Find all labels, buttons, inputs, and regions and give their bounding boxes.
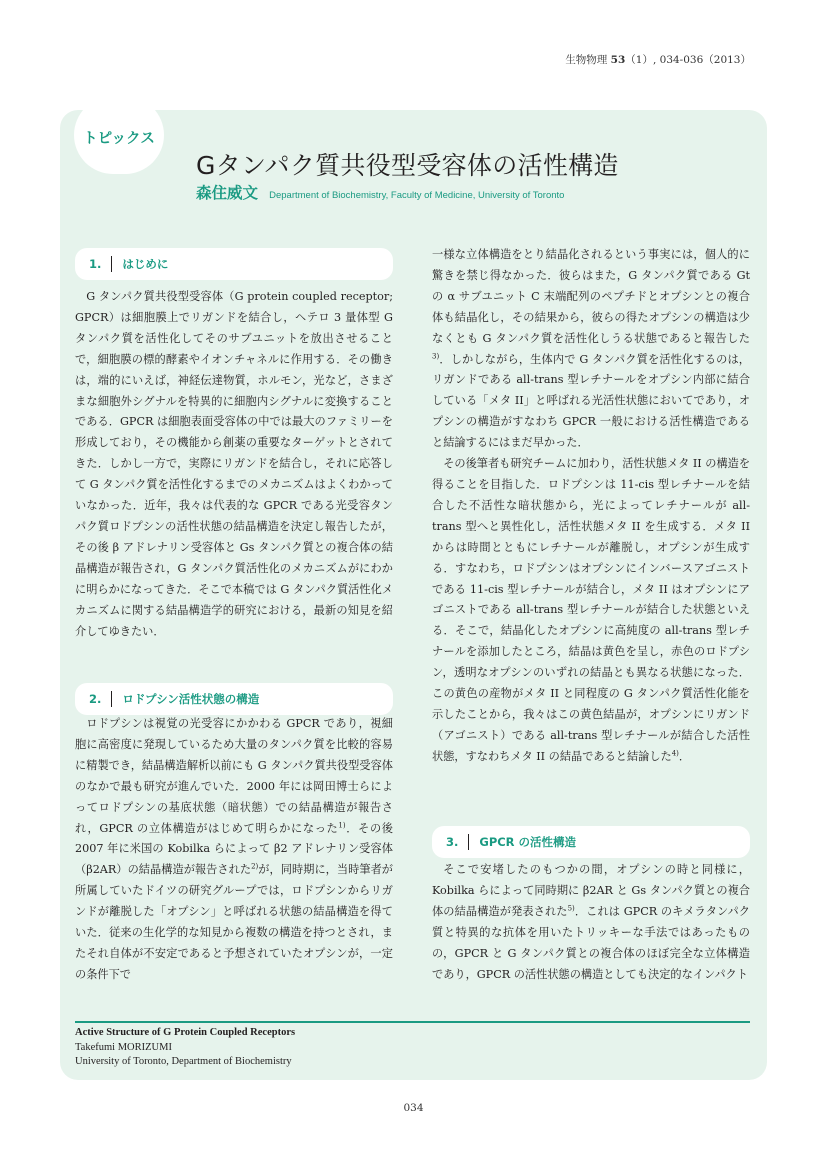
citation-ref: 3) (432, 351, 440, 360)
paragraph-text: ．これは GPCR のキメラタンパク質と特異的な抗体を用いたトリッキーな手法ではあったものの，GPCR と G タンパク質との複合体のほぼ完全な立体構造であり，GPCR の活性状態の構造としても決定的なインパクト (432, 904, 750, 981)
topic-badge-label: トピックス (83, 130, 155, 147)
paragraph (432, 860, 750, 985)
article-title: Gタンパク質共役型受容体の活性構造 (196, 151, 619, 180)
right-column-bottom (432, 860, 750, 985)
section-title: はじめに (122, 257, 169, 271)
paragraph-text: その後筆者も研究チームに加わり，活性状態メタ II の構造を得ることを目指した．ロドプシンは 11-cis 型レチナールを結合した不活性な暗状態から，光によってレチナールが all-trans 型へと異性化し，活性状態メタ II を生成する．メタ II からは時間とともにレチナールが離脱し，オプシンが生成する．すなわち，ロドプシンはオプシンにインバースアゴニストである 11-cis 型レチナールが結合し，メタ II はオプシンにアゴニストである all-trans 型レチナールが結合した状態といえる．そこで，結晶化したオプシンに高純度の all-trans 型レチナールを添加したところ，結晶は黄色を呈し，赤色のロドプシン，透明なオプシンのいずれの結晶とも異なる状態になった．この黄色の産物がメタ II と同程度の G タンパク質活性化能を示したことから，我々はこの黄色結晶が，オプシンにリガンド（アゴニスト）である all-trans 型レチナールが結合した活性状態，すなわちメタ II の結晶であると結論した (432, 457, 751, 763)
section-heading-2 (75, 683, 393, 715)
english-affiliation: University of Toronto, Department of Biochemistry (75, 1056, 292, 1067)
paragraph-text: ． (678, 749, 691, 763)
english-author: Takefumi MORIZUMI (75, 1041, 172, 1053)
citation-ref: 4) (671, 749, 679, 758)
journal-reference (565, 52, 751, 67)
section-divider (111, 256, 112, 272)
paragraph (432, 245, 750, 454)
paragraph: G タンパク質共役型受容体（G protein coupled receptor; GPCR）は細胞膜上でリガンドを結合し，ヘテロ 3 量体型 G タンパク質を活性化してそのサブユニットを放出させることで，細胞膜の標的酵素やイオンチャネルに作用する．その働きは，端的にいえば，神経伝達物質，ホルモン，光など，さまざまな細胞外シグナルを特異的に細胞内シグナルに変換することである．GPCR は細胞表面受容体の中では最大のファミリーを形成しており，その機能から創薬の重要なターゲットとされてきた．しかし一方で，実際にリガンドを結合し，それに応答して G タンパク質を活性化するまでのメカニズムはよくわかっていなかった．近年，我々は代表的な GPCR である光受容タンパク質ロドプシンの活性状態の結晶構造を決定し報告したが，その後 β アドレナリン受容体と Gs タンパク質との複合体の結晶構造が報告され，G タンパク質活性化のメカニズムがにわかに明らかになってきた．そこで本稿では G タンパク質活性化メカニズムに関する結晶構造学的研究における，最新の知見を紹介してゆきたい． (75, 290, 393, 638)
english-title: Active Structure of G Protein Coupled Receptors (75, 1027, 296, 1038)
paragraph-text: ．しかしながら，生体内で G タンパク質を活性化するのは，リガンドである all-trans 型レチナールをオプシン内部に結合している「メタ II」と呼ばれる光活性状態においてであり，オプシンの構造がすなわち GPCR 一般における活性構造であると結論するにはまだ早かった． (432, 352, 750, 450)
left-column-bottom (75, 714, 393, 986)
page-number: 034 (403, 1102, 424, 1114)
section-number: 2. (89, 692, 102, 706)
paragraph (432, 454, 750, 768)
paragraph-text: ロドプシンは視覚の光受容にかかわる GPCR であり，視細胞に高密度に発現しているため大量のタンパク質を比較的容易に精製でき，結晶構造解析以前にも G タンパク質共役型受容体のなかで最も研究が進んでいた．2000 年には岡田博士らによってロドプシンの基底状態（暗状態）での結晶構造が報告され，GPCR の立体構造がはじめて明らかになった (75, 717, 393, 835)
section-number: 3. (446, 835, 459, 849)
topic-badge (74, 96, 164, 174)
section-title: ロドプシン活性状態の構造 (122, 692, 260, 706)
paragraph-text: 一様な立体構造をとり結晶化されるという事実には，個人的に驚きを禁じ得なかった．彼らはまた，G タンパク質である Gt の α サブユニット C 末端配列のペプチドとオプシンとの複合体も結晶化し，その結果から，彼らの得たオプシンの構造は少なくとも G タンパク質を活性化しうる状態であると報告した (432, 248, 750, 345)
section-number: 1. (89, 257, 102, 271)
journal-issue-pages: （1）, 034-036（2013） (625, 54, 751, 66)
section-divider (468, 834, 469, 850)
citation-ref: 5) (567, 904, 575, 913)
paragraph (75, 714, 393, 986)
author-name: 森住威文 (196, 184, 259, 202)
citation-ref: 2) (251, 862, 259, 871)
right-column-top (432, 245, 750, 768)
section-heading-3 (432, 826, 750, 858)
author-line (196, 181, 564, 203)
section-heading-1 (75, 248, 393, 280)
citation-ref: 1) (338, 820, 346, 829)
footer-rule (75, 1021, 750, 1023)
paragraph-text: が，同時期に，当時筆者が所属していたドイツの研究グループでは，ロドプシンからリガンドが離脱した「オプシン」と呼ばれる状態の結晶構造を得ていた．従来の生化学的な知見から複数の構造を持つとされ，またそれ自体が不安定であると予想されていたオプシンが，一定の条件下で (75, 863, 393, 981)
section-divider (111, 691, 112, 707)
english-footer (75, 1026, 295, 1070)
journal-name: 生物物理 (565, 54, 608, 66)
paragraph-text: そこで安堵したのもつかの間，オプシンの時と同様に，Kobilka らによって同時期に β2AR と Gs タンパク質との複合体の結晶構造が発表された (432, 863, 750, 918)
section-title: GPCR の活性構造 (479, 835, 577, 849)
author-affiliation: Department of Biochemistry, Faculty of Medicine, University of Toronto (269, 190, 565, 201)
left-column-top (75, 287, 393, 642)
journal-volume: 53 (610, 54, 626, 66)
paragraph-text: ．その後 2007 年に米国の Kobilka らによって β2 アドレナリン受容体（β2AR）の結晶構造が報告された (75, 821, 393, 877)
